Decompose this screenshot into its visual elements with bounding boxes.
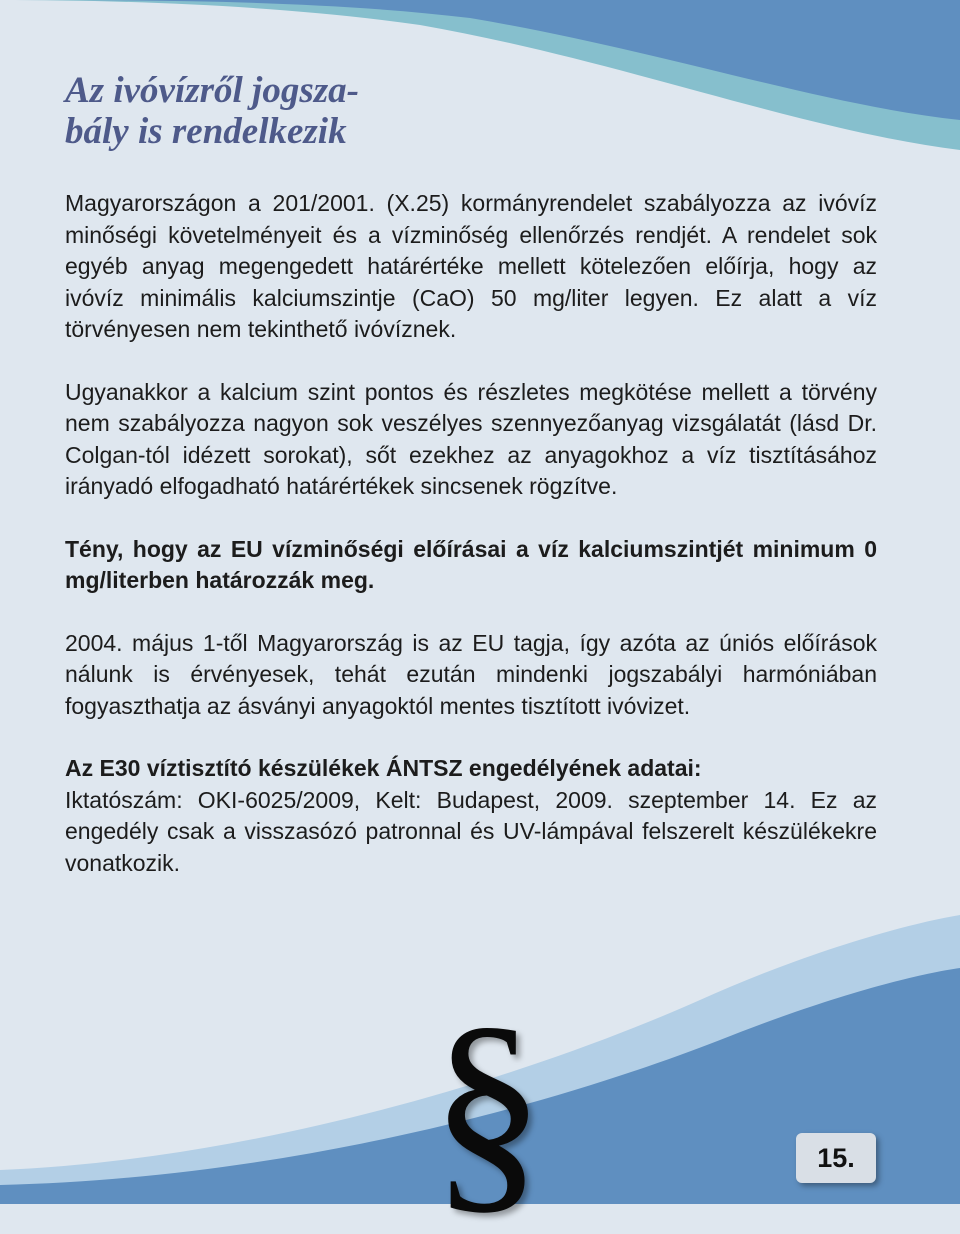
paragraph-eu-membership: 2004. május 1-től Magyarország is az EU tagja, így azóta az úniós előírások nálunk is érvényesek, tehát ezután mindenki jogszabályi harmóniában fogyaszthatja az ásványi anyagoktól mentes tisztított ivóvizet. [65, 629, 877, 719]
permit-body: Iktatószám: OKI-6025/2009, Kelt: Budapest, 2009. szeptember 14. Ez az engedély csak a visszasózó patronnal és UV-lámpával felszerelt készülékekre vonatkozik. [65, 786, 877, 876]
title-line-1: Az ivóvízről jogsza- [65, 70, 359, 111]
paragraph-permit [65, 753, 877, 879]
section-sign-icon: § [430, 979, 545, 1234]
page-number: 15. [796, 1133, 876, 1183]
paragraph-eu-fact: Tény, hogy az EU vízminőségi előírásai a víz kalciumszintjét minimum 0 mg/literben határozzák meg. [65, 535, 877, 593]
permit-heading: Az E30 víztisztító készülékek ÁNTSZ engedélyének adatai: [65, 755, 702, 781]
article [65, 70, 877, 879]
paragraph-regulation: Magyarországon a 201/2001. (X.25) kormányrendelet szabályozza az ivóvíz minőségi követelményeit és a vízminőség ellenőrzés rendjét. A rendelet sok egyéb anyag megengedett határértéke mellett kötelezően előírja, hogy az ivóvíz minimális kalciumszintje (CaO) 50 mg/liter legyen. Ez alatt a víz törvényesen nem tekinthető ivóvíznek. [65, 190, 877, 342]
title-line-2: bály is rendelkezik [65, 111, 347, 152]
paragraph-calcium: Ugyanakkor a kalcium szint pontos és részletes megkötése mellett a törvény nem szabályozza nagyon sok veszélyes szennyezőanyag vizsgálatát (lásd Dr. Colgan-tól idézett sorokat), sőt ezekhez az anyagokhoz a víz tisztításához irányadó elfogadható határértékek sincsenek rögzítve. [65, 378, 877, 499]
page-title [65, 70, 465, 152]
